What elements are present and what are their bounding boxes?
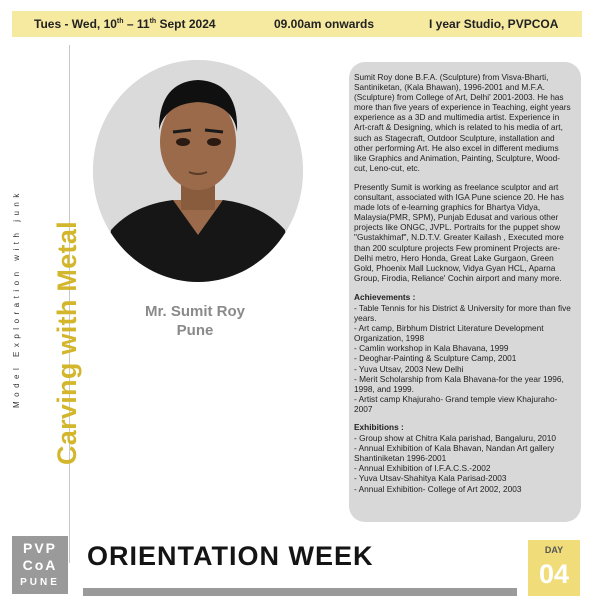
logo-line-1: PVP [22,540,57,556]
achievements-heading: Achievements : [354,291,416,302]
list-item: - Annual Exhibition of I.F.A.C.S.-2002 [354,463,491,474]
speaker-photo [93,60,303,282]
speaker-name: Mr. Sumit Roy [144,303,245,320]
list-item: - Merit Scholarship from Kala Bhavana-for the year 1996, 1998, and 1999. [354,373,564,394]
list-item: - Table Tennis for his District & University for more than five years. [354,302,571,324]
list-item: - Annual Exhibition- College of Art 2002, 2003 [354,483,522,494]
date-ordinal-2: th [149,18,157,25]
date-end: – 11 [123,17,150,31]
college-logo [12,536,68,594]
date-ordinal-1: th [116,18,124,25]
list-item: - Yuva Utsav, 2003 New Delhi [354,363,464,374]
speaker-name-block [100,302,290,340]
exhibitions-list [354,433,571,494]
list-item: - Camlin workshop in Kala Bhavana, 1999 [354,343,509,354]
orientation-week-title: ORIENTATION WEEK [87,541,374,571]
speaker-bio-panel [349,62,581,522]
speaker-city: Pune [176,322,214,339]
exhibitions-heading: Exhibitions : [354,422,404,432]
event-time: 09.00am onwards [274,17,375,31]
event-venue: I year Studio, PVPCOA [429,17,559,31]
logo-line-2: CoA [22,557,58,573]
date-month-year: Sept 2024 [156,17,216,31]
bio-paragraph-2: Presently Sumit is working as freelance sculptor and art consultant, associated with IGA Pune science 20. He has made lots of e-learning graphics for Bhartya Vidya, Malaysia(PMR, SPM), Punjab Edusat and various other projects like ONGC, JVPL. Portraits for the puppet show "Gustakhimaf", N.D.T.V. Greater Kailash , Executed more than 200 sculpture projects Few prominent Projects are- Delhi metro, Hero Honda, Great Lake Gurgaon, Green Gold, Phoenix Mall Lucknow, Vidya Gyan HCL, Aparna Group, Firodia, Reliance' Cochin airport and many more. [354,181,564,283]
event-dates [34,17,216,31]
logo-line-3: PUNE [20,577,60,588]
day-label: DAY [544,545,564,555]
day-badge [528,540,580,596]
list-item: - Art camp, Birbhum District Literature Development Organization, 1998 [354,323,544,344]
list-item: - Group show at Chitra Kala parishad, Bangaluru, 2010 [354,433,557,444]
achievements-list [354,303,571,414]
date-start: Tues - Wed, 10 [34,17,117,31]
list-item: - Artist camp Khajuraho- Grand temple view Khajuraho-2007 [354,393,558,414]
session-subtitle: Model Exploration with junk [12,189,21,408]
list-item: - Yuva Utsav-Shahitya Kala Parisad-2003 [354,473,507,484]
list-item: - Deoghar-Painting & Sculpture Camp, 2001 [354,353,517,364]
session-title: Carving with Metal [52,221,82,465]
list-item: - Annual Exhibition of Kala Bhavan, Nandan Art gallery Shantiniketan 1996-2001 [354,443,555,464]
day-number: 04 [538,559,570,589]
bio-paragraph-1: Sumit Roy done B.F.A. (Sculpture) from Visva-Bharti, Santiniketan, (Kala Bhawan), 1996-2001 and M.F.A. (Sculpture) from College of Art, Delhi' 2001-2003. He has more than five years of experience in Teaching, eight years experience as a 3D and multimedia artist. Experience in Art-craft & Designing, which is related to his media of art, such as Stagecraft, Outdoor Sculpture, installation and other performing Art. He also excel in different mediums like Graphics and Animation, Painting, Sculpture, Wood-cut, Leno-cut, etc. [354,72,571,173]
speaker-portrait-illustration [93,60,303,282]
event-info-bar [12,11,582,37]
footer-bar [83,588,517,596]
